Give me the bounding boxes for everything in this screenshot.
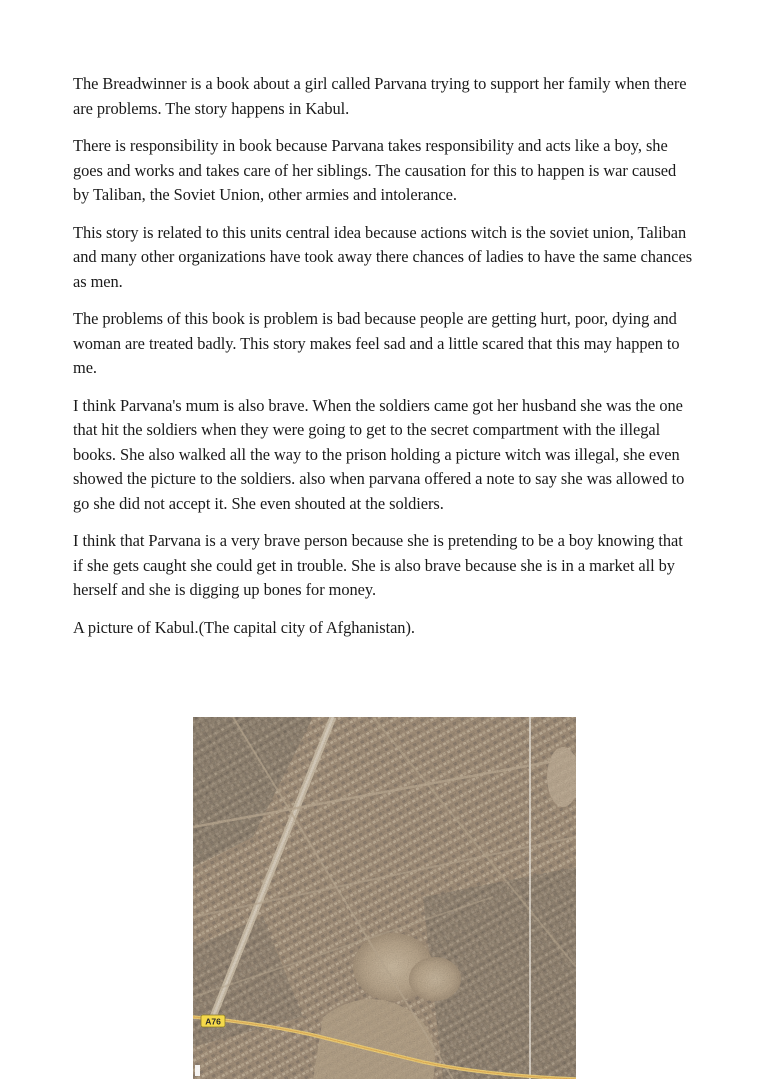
paragraph-mum-brave: I think Parvana's mum is also brave. When the soldiers came got her husband she was the one that hit the soldiers when they were going to get to the secret compartment with the illegal books. She also walked all the way to the prison holding a picture witch was illegal, she even showed the picture to the soldiers. also when parvana offered a note to say she was allowed to go she did not accept it. She even shouted at the soldiers.: [73, 395, 685, 513]
road-shield-label: A76: [205, 1016, 221, 1027]
satellite-map-drawing: [193, 717, 576, 1079]
paragraph-intro: The Breadwinner is a book about a girl called Parvana trying to support her family when there are problems. The story happens in Kabul.: [73, 74, 687, 118]
road-shield-a76: [201, 1015, 225, 1027]
paragraph-central-idea: This story is related to this units central idea because actions witch is the soviet union, Taliban and many other organizations have took away there chances of ladies to have the same chances as men.: [73, 222, 693, 291]
corner-mark: [195, 1065, 200, 1076]
kabul-satellite-image: [193, 717, 576, 1079]
paragraph-parvana-brave: I think that Parvana is a very brave person because she is pretending to be a boy knowing that if she gets caught she could get in trouble. She is also brave because she is in a market all by herself and she is digging up bones for money.: [73, 531, 683, 599]
paragraph-responsibility: There is responsibility in book because Parvana takes responsibility and acts like a boy, she goes and works and takes care of her siblings. The causation for this to happen is war caused by Taliban, the Soviet Union, other armies and intolerance.: [73, 136, 677, 204]
image-caption: A picture of Kabul.(The capital city of Afghanistan).: [73, 617, 415, 637]
document-body: [73, 72, 695, 653]
paragraph-problems: The problems of this book is problem is bad because people are getting hurt, poor, dying and woman are treated badly. This story makes feel sad and a little scared that this may happen to me.: [73, 309, 680, 377]
